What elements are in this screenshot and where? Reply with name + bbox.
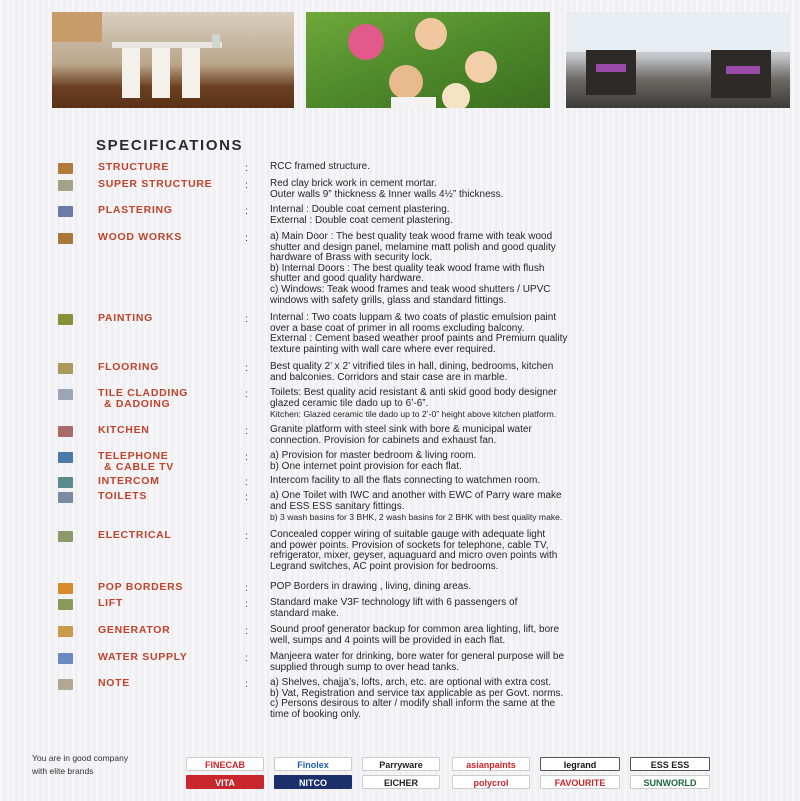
spec-colon: : [245,388,248,400]
spec-description [270,491,710,523]
brand-logo: SUNWORLD [630,775,710,789]
spec-colon: : [245,530,248,542]
spec-description [270,313,710,355]
telephone-icon [58,452,73,463]
spec-label-line: PAINTING [98,312,153,324]
spec-label [98,232,238,243]
spec-description [270,476,710,487]
spec-label-line: INTERCOM [98,475,160,487]
spec-label [98,491,238,502]
spec-label [98,205,238,216]
spec-label-line: ELECTRICAL [98,529,172,541]
water-tap-icon [58,653,73,664]
spec-label [98,530,238,541]
spec-description [270,232,710,306]
spec-label-line: SUPER STRUCTURE [98,178,213,190]
spec-description-line: Concealed copper wiring of suitable gauge with adequate light [270,529,546,540]
kitchen-sink-icon [58,426,73,437]
spec-description-line: Sound proof generator backup for common area lighting, lift, bore [270,624,560,635]
spec-colon: : [245,205,248,217]
brands-caption-line-1: You are in good company [32,753,129,763]
floor-tiles-icon [58,363,73,374]
spec-colon: : [245,582,248,594]
spec-label [98,598,238,609]
spec-description-line: Outer walls 9” thickness & Inner walls 4½” thickness. [270,188,504,200]
brand-logo: asianpaints [452,757,530,771]
spec-description [270,205,710,226]
spec-description-line: a) One Toilet with IWC and another with EWC of Parry ware make [270,490,562,501]
spec-label-line: & CABLE TV [104,461,174,473]
spec-description [270,652,710,673]
spec-description-line: RCC framed structure. [270,161,371,172]
spec-description [270,530,710,572]
spec-description-line: Granite platform with steel sink with bore & municipal water [270,424,532,435]
spec-colon: : [245,313,248,325]
spec-colon: : [245,362,248,374]
spec-label [98,362,238,373]
spec-colon: : [245,476,248,488]
spec-description-line: a) Shelves, chajja’s, lofts, arch, etc. are optional with extra cost. [270,677,552,688]
spec-description-line: External : Double coat cement plastering. [270,214,453,226]
spec-label-line: FLOORING [98,361,160,373]
wood-icon [58,233,73,244]
spec-description-line: refrigerator, mixer, geyser, aquaguard and micro oven points with [270,550,558,562]
spec-description-line: standard make. [270,607,339,619]
spec-label-line: PLASTERING [98,204,173,216]
spec-label-line: TILE CLADDING [98,387,189,399]
spec-description-line: POP Borders in drawing , living, dining areas. [270,581,472,592]
note-icon [58,679,73,690]
family-circle-photo [306,12,550,108]
spec-description-line: Internal : Two coats luppam & two coats of plastic emulsion paint [270,312,557,323]
pop-border-icon [58,583,73,594]
spec-description-line: a) Main Door : The best quality teak wood frame with teak wood [270,231,553,242]
brand-logo: Parryware [362,757,440,771]
brand-logo: VITA [186,775,264,789]
spec-label [98,425,238,436]
spec-description [270,162,710,173]
spec-label-line: TELEPHONE [98,450,169,462]
spec-colon: : [245,652,248,664]
spec-label-line: STRUCTURE [98,161,170,173]
spec-description-line: b) Internal Doors : The best quality teak wood frame with flush [270,262,545,274]
brand-logo: ESS ESS [630,757,710,771]
trowel-icon [58,206,73,217]
spec-description [270,451,710,472]
spec-description-line: and ESS ESS sanitary fittings. [270,500,405,512]
brick-wall-icon [58,180,73,191]
spec-description-line: b) One internet point provision for each flat. [270,460,462,472]
spec-colon: : [245,598,248,610]
spec-label-line: WATER SUPPLY [98,651,188,663]
spec-description-line: Intercom facility to all the flats connecting to watchmen room. [270,475,541,486]
spec-description-line: well, sumps and 4 points will be provided in each flat. [270,634,506,646]
spec-description-line: glazed ceramic tile dado up to 6’-6”. [270,397,429,409]
brands-caption [32,752,128,778]
spec-description [270,362,710,383]
spec-description-line: c) Persons desirous to alter / modify shall inform the same at the [270,698,556,710]
spec-label [98,476,238,487]
dining-room-photo [52,12,294,108]
spec-colon: : [245,451,248,463]
spec-description-line: External : Cement based weather proof paints and Premium quality [270,333,568,345]
brand-logo: legrand [540,757,620,771]
spec-description-line: shutter and good quality hardware. [270,273,424,285]
spec-description [270,425,710,446]
structure-icon [58,163,73,174]
spec-colon: : [245,678,248,690]
spec-label-line: & DADOING [104,398,171,410]
living-room-photo [566,12,790,108]
spec-description-line: a) Provision for master bedroom & living room. [270,450,477,461]
spec-description-line: Manjeera water for drinking, bore water for general purpose will be [270,651,565,662]
spec-description-line: shutter and design panel, melamine matt polish and good quality [270,241,556,253]
spec-description-note: b) 3 wash basins for 3 BHK, 2 wash basins for 2 BHK with best quality make. [270,512,563,523]
spec-label [98,179,238,190]
spec-label-line: WOOD WORKS [98,231,182,243]
spec-label-line: LIFT [98,597,123,609]
spec-label [98,162,238,173]
spec-description-line: supplied through sump to over head tanks. [270,661,460,673]
brand-logo: polycrol [452,775,530,789]
brand-logo: EICHER [362,775,440,789]
brand-logo: FINECAB [186,757,264,771]
spec-label [98,451,238,473]
spec-label-line: NOTE [98,677,130,689]
spec-colon: : [245,425,248,437]
spec-description-line: and power points. Provision of sockets for telephone, cable TV, [270,539,549,551]
spec-description-line: time of booking only. [270,708,361,720]
spec-description-line: b) Vat, Registration and service tax applicable as per Govt. norms. [270,687,564,699]
spec-description [270,598,710,619]
spec-description-line: Best quality 2’ x 2’ vitrified tiles in hall, dining, bedrooms, kitchen [270,361,554,372]
wall-tiles-icon [58,389,73,400]
spec-label-line: GENERATOR [98,624,171,636]
lift-icon [58,599,73,610]
intercom-icon [58,477,73,488]
spec-label [98,625,238,636]
electrical-switch-icon [58,531,73,542]
spec-colon: : [245,625,248,637]
spec-description [270,179,710,200]
spec-label [98,582,238,593]
spec-description-line: and balconies. Corridors and stair case are in marble. [270,371,508,383]
spec-label [98,388,238,410]
spec-label-line: TOILETS [98,490,148,502]
spec-description-line: Standard make V3F technology lift with 6 passengers of [270,597,518,608]
toilet-icon [58,492,73,503]
brands-caption-line-2: with elite brands [32,766,94,776]
spec-description-line: windows with safety grills, glass and standard fittings. [270,294,507,306]
page-title: SPECIFICATIONS [96,137,244,154]
spec-description-line: Legrand switches, AC point provision for bedrooms. [270,560,499,572]
spec-description-line: over a base coat of primer in all rooms excluding balcony. [270,322,525,334]
spec-description-line: connection. Provision for cabinets and exhaust fan. [270,434,497,446]
spec-colon: : [245,179,248,191]
spec-description [270,625,710,646]
spec-description-line: Red clay brick work in cement mortar. [270,178,437,189]
brand-logo: FAVOURITE [540,775,620,789]
spec-colon: : [245,491,248,503]
spec-description-note: Kitchen: Glazed ceramic tile dado up to 2’-0” height above kitchen platform. [270,409,557,420]
spec-label [98,313,238,324]
paint-roller-icon [58,314,73,325]
spec-colon: : [245,162,248,174]
spec-description-line: c) Windows: Teak wood frames and teak wood shutters / UPVC [270,283,551,295]
spec-label [98,652,238,663]
spec-description-line: hardware of Brass with security lock. [270,252,433,264]
spec-description-line: Toilets: Best quality acid resistant & anti skid good body designer [270,387,557,398]
spec-description [270,678,710,720]
brand-logo: Finolex [274,757,352,771]
spec-description [270,388,710,420]
spec-description-line: texture painting with wall care where ever required. [270,343,496,355]
spec-label-line: KITCHEN [98,424,150,436]
spec-description [270,582,710,593]
brand-logo: NITCO [274,775,352,789]
generator-icon [58,626,73,637]
spec-colon: : [245,232,248,244]
spec-label-line: POP BORDERS [98,581,184,593]
spec-description-line: Internal : Double coat cement plastering. [270,204,450,215]
spec-label [98,678,238,689]
